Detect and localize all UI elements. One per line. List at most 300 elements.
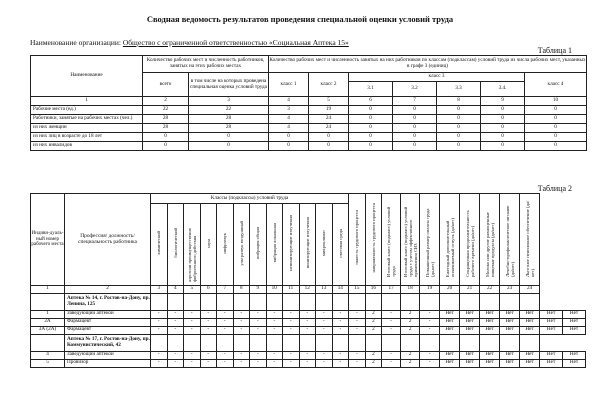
empty-cell	[401, 334, 420, 351]
profession-name: Фармацевт	[65, 318, 151, 326]
col-number: 10	[525, 97, 587, 106]
col-number: 7	[217, 285, 234, 293]
empty-cell	[250, 334, 267, 351]
table-cell: -	[316, 359, 333, 367]
table-cell: Нет	[440, 351, 460, 359]
header-rotated	[283, 204, 300, 286]
table-cell: -	[217, 326, 234, 334]
table-cell: 0	[349, 106, 393, 115]
table-row	[31, 115, 587, 124]
empty-cell	[460, 334, 480, 351]
empty-cell	[151, 293, 168, 310]
col-number: 14	[332, 285, 349, 293]
col-number: 21	[460, 285, 480, 293]
header-with-special: в том числе на которых проведена специальная оценка условий труда	[189, 73, 269, 97]
header-rotated-label: вибрация локальная	[271, 223, 277, 263]
table-cell: -	[420, 326, 440, 334]
table-cell: 2	[401, 310, 420, 318]
table-cell: -	[332, 326, 349, 334]
table-cell: 4	[269, 124, 309, 133]
table-cell: Нет	[563, 326, 586, 334]
table-cell: -	[184, 318, 201, 326]
header-rotated	[184, 204, 201, 286]
summary-table	[30, 55, 587, 151]
table-cell: -	[233, 310, 250, 318]
header-profession: Профессия/ должность/ специальность работника	[65, 194, 151, 286]
table-cell: -	[420, 318, 440, 326]
table-cell: -	[316, 310, 333, 318]
organization-name: Общество с ограниченной ответственностью «Социальная Аптека 15»	[122, 38, 349, 47]
header-rotated	[233, 204, 250, 286]
row-label: Работники, занятые на рабочих местах (чел.)	[31, 115, 143, 124]
table-cell: Нет	[563, 310, 586, 318]
header-rotated	[217, 204, 234, 286]
table-row	[31, 310, 586, 318]
table-cell: -	[332, 359, 349, 367]
empty-cell	[217, 334, 234, 351]
table-cell: 2	[401, 351, 420, 359]
col-number: 2	[143, 97, 189, 106]
header-rotated	[440, 194, 460, 286]
empty-cell	[167, 334, 184, 351]
table-row	[31, 351, 586, 359]
table-cell: -	[299, 318, 316, 326]
table-cell: 22	[143, 106, 189, 115]
header-count-group: Количество рабочих мест и численность работников, занятых на этих рабочих местах	[143, 56, 269, 73]
table-cell: Нет	[460, 351, 480, 359]
table-cell: Нет	[540, 326, 563, 334]
col-number: 2	[65, 285, 151, 293]
table2-caption: Таблица 2	[537, 184, 572, 193]
header-rotated	[349, 194, 366, 286]
table-cell: 0	[393, 115, 437, 124]
table-cell: Нет	[460, 359, 480, 367]
empty-cell	[440, 293, 460, 310]
group-spacer	[31, 293, 65, 310]
col-number: 7	[393, 97, 437, 106]
table-cell: -	[332, 351, 349, 359]
empty-cell	[250, 293, 267, 310]
table-cell: Нет	[520, 326, 540, 334]
header-rotated	[365, 194, 382, 286]
workplace-id: 1	[31, 310, 65, 318]
header-rotated	[250, 204, 267, 286]
col-number: 8	[437, 97, 481, 106]
header-rotated-label: световая среда	[337, 228, 343, 258]
header-rotated-label: Итоговый класс (подкласс) условий труда с учетом эффективного применения СИЗ	[402, 206, 418, 277]
table-cell: 3	[269, 106, 309, 115]
empty-cell	[365, 293, 382, 310]
table-cell: Нет	[520, 318, 540, 326]
table-cell: 0	[525, 142, 587, 151]
table-cell: 2	[365, 310, 382, 318]
table-cell: -	[217, 310, 234, 318]
table-cell: -	[266, 351, 283, 359]
table-cell: 24	[309, 115, 349, 124]
header-rotated	[332, 204, 349, 286]
table-cell: 0	[189, 133, 269, 142]
table-cell: Нет	[460, 310, 480, 318]
organization-line	[30, 38, 349, 47]
table-cell: 0	[393, 106, 437, 115]
table-cell: -	[283, 326, 300, 334]
empty-cell	[480, 293, 500, 310]
table-cell: -	[233, 326, 250, 334]
table-cell: Нет	[540, 318, 563, 326]
empty-cell	[299, 334, 316, 351]
table-cell: -	[217, 318, 234, 326]
table-cell: -	[151, 318, 168, 326]
header-rotated-label: микроклимат	[321, 230, 327, 256]
empty-cell	[316, 334, 333, 351]
empty-cell	[316, 293, 333, 310]
empty-cell	[217, 293, 234, 310]
header-rotated-label: Итоговый класс (подкласс) условий труда	[386, 206, 397, 277]
empty-cell	[266, 293, 283, 310]
table-cell: -	[233, 351, 250, 359]
header-rotated-label: инфразвук	[222, 232, 228, 254]
header-c34: 3.4.	[481, 82, 525, 97]
header-rotated-label: химический	[156, 231, 162, 255]
header-rotated	[167, 204, 184, 286]
table-cell: -	[283, 318, 300, 326]
col-number: 8	[233, 285, 250, 293]
col-number: 4	[269, 97, 309, 106]
header-rotated	[500, 194, 520, 286]
table-cell: -	[250, 318, 267, 326]
table-cell: -	[332, 318, 349, 326]
empty-cell	[365, 334, 382, 351]
header-rotated-label: Ежегодный дополнительный оплачиваемый отпуск (да/нет)	[444, 217, 455, 277]
table-cell: -	[299, 351, 316, 359]
col-number: 3	[189, 97, 269, 106]
table-cell: -	[382, 318, 401, 326]
table-cell: -	[250, 351, 267, 359]
table-cell: -	[266, 318, 283, 326]
table-cell: 0	[481, 106, 525, 115]
table-row	[31, 133, 587, 142]
empty-cell	[520, 334, 540, 351]
col-number: 5	[184, 285, 201, 293]
header-workplace-id: Индиви-дуаль-ный номер рабочего места	[31, 194, 65, 286]
table-cell: -	[200, 310, 217, 318]
table-cell: 2	[365, 351, 382, 359]
table-cell: -	[299, 310, 316, 318]
empty-cell	[151, 334, 168, 351]
table-cell: Нет	[480, 359, 500, 367]
table-cell: Нет	[500, 310, 520, 318]
header-rotated-label: Молоко или другие равноценные пищевые продукты (да/нет)	[484, 212, 495, 277]
header-rotated-label: биологический	[172, 228, 178, 258]
table1-caption: Таблица 1	[537, 46, 572, 55]
col-number: 3	[151, 285, 168, 293]
table-cell: 2	[401, 318, 420, 326]
empty-cell	[184, 334, 201, 351]
table-cell: 22	[189, 106, 269, 115]
header-rotated-label: аэрозоли преимущественно фиброгенного действия	[186, 227, 197, 282]
empty-cell	[266, 334, 283, 351]
table-cell: -	[266, 359, 283, 367]
table-cell: 28	[143, 115, 189, 124]
header-rotated-label: ультразвук воздушный	[238, 220, 244, 266]
header-name: Наименование	[31, 56, 143, 97]
header-rotated	[266, 204, 283, 286]
table-cell: 0	[143, 142, 189, 151]
table-cell: 0	[481, 115, 525, 124]
header-rotated-label: Лечебно-профилактическое питание (да/нет)	[504, 205, 515, 277]
empty-cell	[200, 334, 217, 351]
table-cell: 0	[309, 142, 349, 151]
header-rotated	[316, 204, 333, 286]
table-cell: -	[151, 359, 168, 367]
table-row	[31, 318, 586, 326]
empty-cell	[332, 334, 349, 351]
profession-name: Заведующий аптекой	[65, 351, 151, 359]
col-number: 15	[349, 285, 366, 293]
table-cell: Нет	[480, 351, 500, 359]
col-number: 24	[520, 285, 540, 293]
header-rotated-label: шум	[205, 238, 211, 248]
table-cell: -	[382, 326, 401, 334]
table-cell: -	[283, 359, 300, 367]
table-cell: -	[266, 310, 283, 318]
empty-cell	[520, 293, 540, 310]
table-cell: -	[250, 310, 267, 318]
table-cell: -	[233, 318, 250, 326]
header-rotated-label: Сокращенная продолжительность рабочего времени (да/нет)	[464, 210, 475, 277]
col-number: 10	[266, 285, 283, 293]
table-cell: -	[316, 318, 333, 326]
table-cell: 19	[309, 106, 349, 115]
table-cell: 28	[189, 124, 269, 133]
table-cell: 0	[525, 106, 587, 115]
table-cell: 0	[481, 133, 525, 142]
header-rotated	[382, 194, 401, 286]
table-cell: 0	[393, 133, 437, 142]
empty-cell	[382, 334, 401, 351]
table-cell: 0	[525, 133, 587, 142]
table-cell: Нет	[440, 318, 460, 326]
table-cell: 2	[365, 326, 382, 334]
header-rotated-label: напряженность трудового процесса	[370, 203, 376, 273]
empty-cell	[500, 293, 520, 310]
table-cell: Нет	[540, 359, 563, 367]
table-cell: 0	[393, 142, 437, 151]
table-cell: 0	[189, 142, 269, 151]
table-cell: -	[349, 310, 366, 318]
header-c33: 3.3	[437, 82, 481, 97]
table-cell: -	[151, 310, 168, 318]
header-class4: класс 4	[525, 73, 587, 97]
empty-cell	[349, 293, 366, 310]
table-cell: 0	[269, 142, 309, 151]
table-cell: Нет	[460, 318, 480, 326]
workplace-id: 4	[31, 351, 65, 359]
table-cell: -	[283, 310, 300, 318]
table-cell: -	[167, 318, 184, 326]
table-cell: 0	[143, 133, 189, 142]
col-number: 17	[382, 285, 401, 293]
table-cell: 0	[437, 124, 481, 133]
group-row	[31, 293, 586, 310]
row-label: Рабочие места (ед.)	[31, 106, 143, 115]
table-cell: Нет	[563, 351, 586, 359]
header-rotated	[200, 204, 217, 286]
table-cell: 0	[349, 133, 393, 142]
col-number: 19	[420, 285, 440, 293]
header-rotated-label: Льготное пенсионное обеспечение (да/нет)	[524, 200, 535, 277]
table-row	[31, 359, 586, 367]
header-class2: класс 2	[309, 73, 349, 97]
workplace-id: 2А	[31, 318, 65, 326]
table-cell: 0	[437, 133, 481, 142]
table-cell: Нет	[500, 351, 520, 359]
table-cell: -	[200, 326, 217, 334]
header-rotated	[401, 194, 420, 286]
col-number: 9	[481, 97, 525, 106]
col-number: 9	[250, 285, 267, 293]
header-classes-group: Классы (подклассы) условий труда	[151, 194, 349, 204]
empty-cell	[283, 334, 300, 351]
table-cell: 28	[189, 115, 269, 124]
workplace-id: 3А (2А)	[31, 326, 65, 334]
table-cell: -	[250, 326, 267, 334]
empty-cell	[283, 293, 300, 310]
table-cell: Нет	[480, 318, 500, 326]
row-label: из них женщин	[31, 124, 143, 133]
table-cell: -	[200, 318, 217, 326]
table-cell: 0	[349, 115, 393, 124]
table-cell: Нет	[460, 326, 480, 334]
col-number: 1	[31, 285, 65, 293]
workplace-id: 5	[31, 359, 65, 367]
profession-name: Заведующий аптекой	[65, 310, 151, 318]
table-cell: 0	[269, 133, 309, 142]
col-number: 6	[349, 97, 393, 106]
table-cell: Нет	[540, 351, 563, 359]
table-cell: Нет	[440, 310, 460, 318]
table-cell: -	[332, 310, 349, 318]
header-rotated-label: ионизирующие излучения	[304, 217, 310, 269]
empty-cell	[184, 293, 201, 310]
group-row	[31, 334, 586, 351]
table-cell: Нет	[520, 359, 540, 367]
empty-cell	[500, 334, 520, 351]
table-cell: 0	[437, 142, 481, 151]
table-cell: 2	[365, 318, 382, 326]
table-cell: -	[299, 326, 316, 334]
col-number: 20	[440, 285, 460, 293]
header-rotated	[420, 194, 440, 286]
header-rotated	[480, 194, 500, 286]
table-cell: 0	[349, 142, 393, 151]
empty-cell	[200, 293, 217, 310]
empty-cell	[233, 334, 250, 351]
empty-cell	[401, 293, 420, 310]
table-cell: -	[200, 351, 217, 359]
table-cell: -	[266, 326, 283, 334]
col-number: 16	[365, 285, 382, 293]
header-rotated-label: тяжесть трудового процесса	[354, 210, 360, 266]
table-row	[31, 326, 586, 334]
empty-cell	[167, 293, 184, 310]
organization-label: Наименование организации:	[30, 38, 121, 47]
table-cell: -	[382, 359, 401, 367]
row-label: из них лиц в возрасте до 18 лет	[31, 133, 143, 142]
col-number: 23	[500, 285, 520, 293]
header-rotated	[460, 194, 480, 286]
header-rotated	[520, 194, 540, 286]
table-cell: 0	[437, 106, 481, 115]
header-class-group: Количество рабочих мест и численность занятых на них работников по классам (подклассам) условий труда из числа рабочих мест, указанных в графе 3 (единиц)	[269, 56, 587, 73]
table-cell: Нет	[440, 359, 460, 367]
table-cell: -	[349, 359, 366, 367]
header-rotated-label: неионизирующие излучения	[288, 215, 294, 271]
table-cell: -	[151, 351, 168, 359]
table-cell: 0	[481, 124, 525, 133]
table-cell: 2	[401, 326, 420, 334]
table-cell: -	[349, 351, 366, 359]
col-number: 4	[167, 285, 184, 293]
table-cell: -	[217, 359, 234, 367]
table-cell: Нет	[440, 326, 460, 334]
empty-cell	[299, 293, 316, 310]
header-rotated-label: Повышенный размер оплаты труда (да,нет)	[424, 208, 435, 277]
table-cell: Нет	[520, 351, 540, 359]
empty-cell	[382, 293, 401, 310]
table-cell: 0	[393, 124, 437, 133]
header-class1: класс 1	[269, 73, 309, 97]
col-number: 11	[283, 285, 300, 293]
empty-cell	[349, 334, 366, 351]
group-label: Аптека № 14, г. Ростов-на-Дону, пр. Ленина, 125	[65, 293, 151, 310]
table-cell: -	[167, 351, 184, 359]
table-cell: -	[167, 359, 184, 367]
table-cell: -	[184, 326, 201, 334]
table-cell: Нет	[480, 326, 500, 334]
table-cell: 2	[401, 359, 420, 367]
table-cell: 0	[437, 115, 481, 124]
table-cell: Нет	[500, 359, 520, 367]
table-cell: -	[420, 351, 440, 359]
header-rotated	[299, 204, 316, 286]
table-cell: 2	[365, 359, 382, 367]
col-number: 1	[31, 97, 143, 106]
table-row	[31, 142, 587, 151]
table-cell: -	[167, 310, 184, 318]
table-cell: 0	[525, 115, 587, 124]
col-number: 13	[316, 285, 333, 293]
table-cell: 0	[349, 124, 393, 133]
group-label: Аптека № 17, г. Ростов-на-Дону, пр. Коммунистический, 42	[65, 334, 151, 351]
table-cell: -	[316, 351, 333, 359]
col-number: 5	[309, 97, 349, 106]
table-cell: Нет	[480, 310, 500, 318]
table-cell: -	[420, 310, 440, 318]
table-cell: -	[382, 351, 401, 359]
header-class3: класс 3	[349, 73, 525, 82]
row-label: из них инвалидов	[31, 142, 143, 151]
table-cell: -	[233, 359, 250, 367]
table-cell: 0	[481, 142, 525, 151]
table-row	[31, 124, 587, 133]
table-cell: -	[316, 326, 333, 334]
workplace-table	[30, 193, 586, 368]
table-cell: 4	[269, 115, 309, 124]
empty-cell	[420, 293, 440, 310]
table-cell: -	[283, 351, 300, 359]
table-cell: -	[167, 326, 184, 334]
